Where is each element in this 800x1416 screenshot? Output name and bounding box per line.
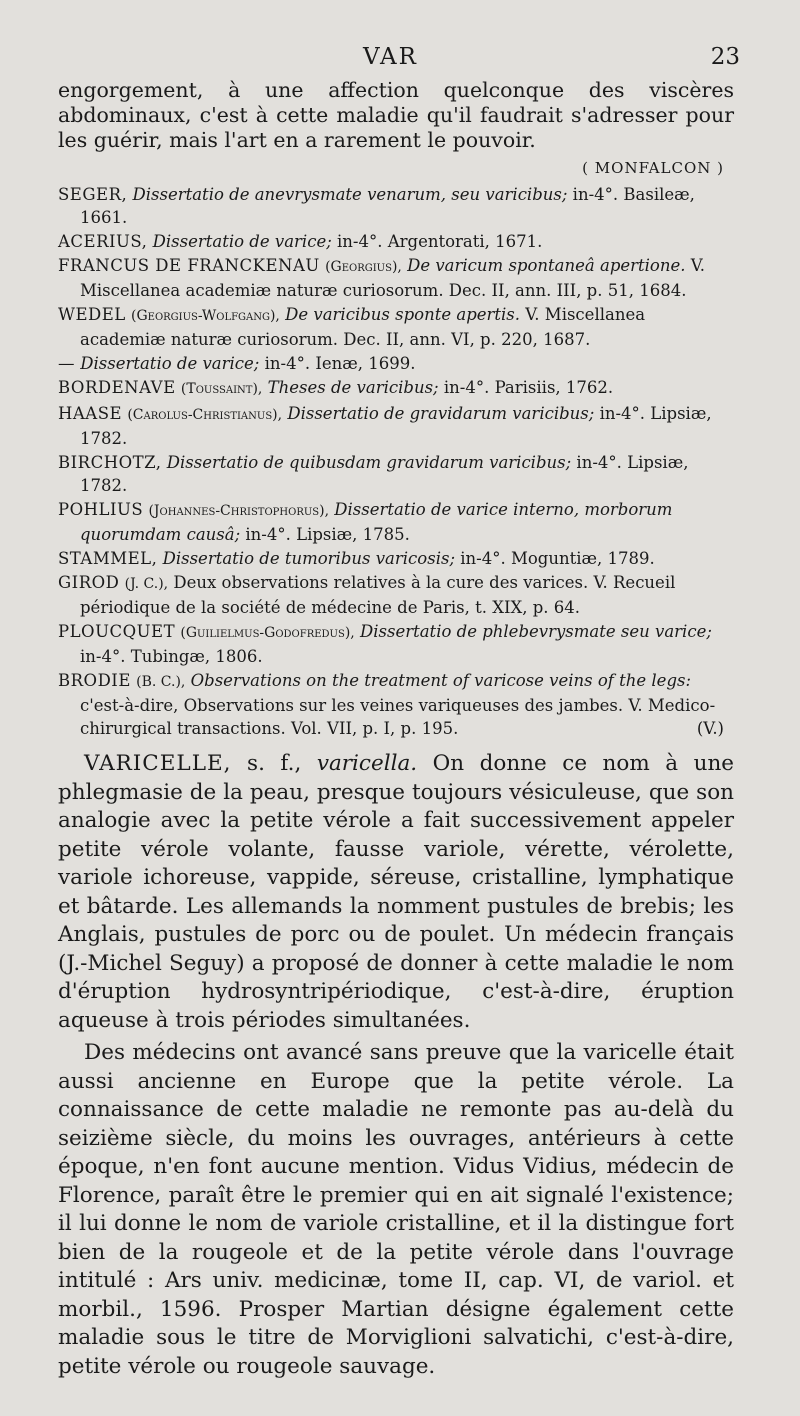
page-content [58, 78, 734, 1385]
entry-details: in-4°. Lipsiæ, 1782. [80, 453, 689, 495]
bibliography-entry [58, 571, 734, 619]
entry-author-note: (J. C.), [124, 576, 169, 592]
article-headword: VARICELLE, [84, 751, 232, 776]
entry-author-note: (Guilielmus-Godofredus), [180, 625, 355, 641]
entry-details: in-4°. Moguntiæ, 1789. [455, 549, 655, 568]
entry-author: ACERIUS, [58, 232, 148, 251]
entry-author-note: (Georgius), [325, 259, 402, 275]
bibliography-entry [58, 183, 734, 229]
entry-author: POHLIUS [58, 500, 144, 519]
entry-title: Dissertatio de quibusdam gravidarum varicibus; [166, 453, 572, 472]
entry-details: in-4°. Tubingæ, 1806. [80, 647, 263, 666]
entry-author: HAASE [58, 404, 123, 423]
entry-author: — [58, 354, 75, 373]
page-header [0, 44, 800, 74]
entry-signature: (V.) [696, 719, 724, 738]
paragraph-text: Des médecins ont avancé sans preuve que la varicelle était aussi ancienne en Europe que la petite vérole. La connaissance de cette maladie ne remonte pas au-delà du seizième siècle, du moins les ouvrages, antérieurs à cette époque, n'en font aucune mention. Vidus Vidius, médecin de Florence, paraît être le premier qui en ait signalé l'existence; il lui donne le nom de variole cristalline, et il la distingue fort bien de la rougeole et de la petite vérole dans l'ouvrage intitulé : Ars univ. medicinæ, tome II, cap. VI, de variol. et morbil., 1596. Prosper Martian désigne également cette maladie sous le titre de Morviglioni salvatichi, c'est-à-dire, petite vérole ou rougeole sauvage. [58, 1040, 734, 1379]
entry-title: Dissertatio de varice interno, morborum quorumdam causâ; [80, 500, 673, 544]
entry-author: BORDENAVE [58, 378, 176, 397]
entry-title: Theses de varicibus; [267, 378, 439, 397]
entry-author: BRODIE [58, 671, 131, 690]
entry-details: Deux observations relatives à la cure des varices. V. Recueil périodique de la société de médecine de Paris, t. XIX, p. 64. [80, 573, 676, 617]
entry-author: SEGER, [58, 185, 128, 204]
bibliography-entry [58, 230, 734, 253]
bibliography-entry [58, 303, 734, 351]
entry-author: WEDEL [58, 305, 126, 324]
entry-title: Observations on the treatment of varicose veins of the legs: [190, 671, 692, 690]
entry-details: in-4°. Parisiis, 1762. [438, 378, 614, 397]
entry-author: GIROD [58, 573, 120, 592]
entry-details: in-4°. Lipsiæ, 1782. [80, 404, 712, 448]
bibliography-entry [58, 669, 734, 740]
entry-title: Dissertatio de anevrysmate venarum, seu varicibus; [132, 185, 568, 204]
entry-author: STAMMEL, [58, 549, 158, 568]
entry-details: in-4°. Ienæ, 1699. [259, 354, 416, 373]
bibliography-entry [58, 254, 734, 302]
entry-title: Dissertatio de varice; [80, 354, 260, 373]
article-body [58, 750, 734, 1381]
bibliography-entry [58, 498, 734, 546]
entry-title: De varicum spontaneâ apertione. [407, 256, 686, 275]
entry-author: BIRCHOTZ, [58, 453, 162, 472]
lead-text: engorgement, à une affection quelconque des viscères abdominaux, c'est à cette maladie qu'il faudrait s'adresser pour les guérir, mais l'art en a rarement le pouvoir. [58, 78, 734, 152]
entry-author-note: (Toussaint), [180, 381, 263, 397]
entry-author-note: (Carolus-Christianus), [127, 407, 283, 423]
bibliography-entry [58, 620, 734, 668]
bibliography-entry [58, 352, 734, 375]
author-signature: ( MONFALCON ) [582, 159, 724, 177]
entry-author-note: (Georgius-Wolfgang), [131, 308, 280, 324]
bibliography-entry [58, 402, 734, 450]
entry-title: Dissertatio de varice; [152, 232, 332, 251]
entry-author-note: (B. C.), [136, 674, 186, 690]
entry-details: V. Miscellanea academiæ naturæ curiosorum. Dec. II, ann. VI, p. 220, 1687. [80, 305, 646, 349]
entry-details: in-4°. Argentorati, 1671. [331, 232, 543, 251]
paragraph-text: On donne ce nom à une phlegmasie de la peau, presque toujours vésiculeuse, que son analogie avec la petite vérole a fait successivement appeler petite vérole volante, fausse variole, vérette, vérolette, variole ichoreuse, vappide, séreuse, cristalline, lymphatique et bâtarde. Les allemands la nomment pustules de brebis; les Anglais, pustules de porc ou de poulet. Un médecin français (J.-Michel Seguy) a proposé de donner à cette maladie le nom d'éruption hydrosyntripériodique, c'est-à-dire, éruption aqueuse à trois périodes simultanées. [58, 751, 735, 1033]
entry-author: PLOUCQUET [58, 622, 176, 641]
entry-details: c'est-à-dire, Observations sur les veines variqueuses des jambes. V. Medico-chirurgical transactions. Vol. VII, p. I, p. 195. [80, 696, 716, 738]
article-first-paragraph [58, 750, 734, 1035]
lead-paragraph [58, 78, 734, 153]
entry-title: Dissertatio de gravidarum varicibus; [287, 404, 595, 423]
entry-author: FRANCUS DE FRANCKENAU [58, 256, 320, 275]
article-grammar: s. f., [231, 751, 317, 776]
bibliography-entry [58, 376, 734, 401]
entry-title: Dissertatio de tumoribus varicosis; [162, 549, 456, 568]
entry-details: V. Miscellanea academiæ naturæ curiosorum. Dec. II, ann. III, p. 51, 1684. [80, 256, 706, 300]
bibliography-entry [58, 547, 734, 570]
entry-title: Dissertatio de phlebevrysmate seu varice; [360, 622, 712, 641]
entry-author-note: (Johannes-Christophorus), [148, 503, 330, 519]
entry-details: in-4°. Lipsiæ, 1785. [240, 525, 410, 544]
entry-details: in-4°. Basileæ, 1661. [80, 185, 695, 227]
entry-title: De varicibus sponte apertis. [285, 305, 521, 324]
article-latin: varicella. [316, 751, 418, 776]
running-head: VAR [363, 44, 418, 70]
page-number: 23 [710, 44, 740, 70]
bibliography [58, 183, 734, 740]
bibliography-entry [58, 451, 734, 497]
